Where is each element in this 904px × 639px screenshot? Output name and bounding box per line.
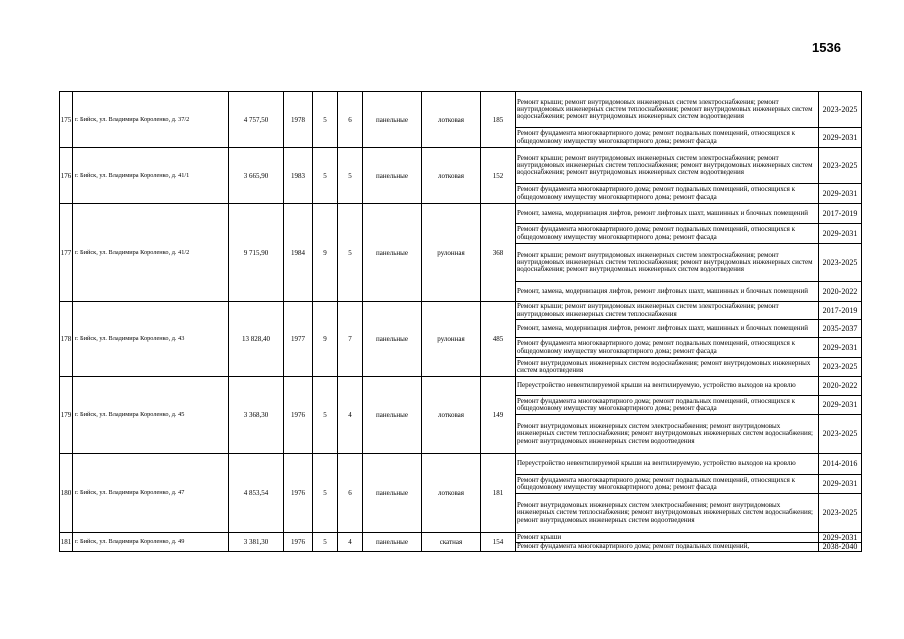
- total-area: 4 757,50: [229, 92, 284, 148]
- page-number: 1536: [812, 40, 841, 55]
- build-year: 1983: [284, 148, 313, 204]
- work-description: Ремонт фундамента многоквартирного дома; ремонт подвальных помещений, относящихся к общедомовому имуществу многоквартирного дома; ремонт фасада: [516, 128, 819, 148]
- work-period: 2023-2025: [819, 244, 862, 282]
- work-description: Ремонт крыши: [516, 533, 819, 543]
- build-year: 1984: [284, 204, 313, 302]
- wall-material: панельные: [363, 148, 422, 204]
- work-description: Ремонт фундамента многоквартирного дома; ремонт подвальных помещений, относящихся к общедомовому имуществу многоквартирного дома; ремонт фасада: [516, 224, 819, 244]
- work-period: 2020-2022: [819, 377, 862, 396]
- house-address: г. Бийск, ул. Владимира Короленко, д. 45: [73, 377, 229, 454]
- roof-type: лотковая: [422, 377, 481, 454]
- work-description: Ремонт крыши; ремонт внутридомовых инженерных систем электроснабжения; ремонт внутридомовых инженерных систем теплоснабжения; ремонт внутридомовых инженерных систем водоснабжения; ремонт внутридомовых инженерных систем водоотведения: [516, 92, 819, 128]
- row-number: 176: [60, 148, 73, 204]
- work-period: 2029-2031: [819, 475, 862, 494]
- work-period: 2038-2040: [819, 543, 862, 552]
- work-description: Ремонт фундамента многоквартирного дома; ремонт подвальных помещений, относящихся к общедомовому имуществу многоквартирного дома; ремонт фасада: [516, 475, 819, 494]
- work-period: 2029-2031: [819, 224, 862, 244]
- table-row: [60, 92, 862, 128]
- work-period: 2029-2031: [819, 184, 862, 204]
- entrance-count: 5: [338, 148, 363, 204]
- table-row: [60, 454, 862, 475]
- apartment-count: 154: [481, 533, 516, 552]
- apartment-count: 152: [481, 148, 516, 204]
- work-period: 2020-2022: [819, 282, 862, 302]
- work-description: Ремонт фундамента многоквартирного дома; ремонт подвальных помещений, относящихся к общедомовому имуществу многоквартирного дома; ремонт фасада: [516, 338, 819, 358]
- table-row: [60, 302, 862, 320]
- floor-count: 5: [313, 92, 338, 148]
- table-row: [60, 148, 862, 184]
- row-number: 177: [60, 204, 73, 302]
- floor-count: 9: [313, 302, 338, 377]
- wall-material: панельные: [363, 204, 422, 302]
- housing-repair-table: [59, 91, 862, 552]
- apartment-count: 149: [481, 377, 516, 454]
- work-period: 2023-2025: [819, 494, 862, 533]
- wall-material: панельные: [363, 302, 422, 377]
- work-period: 2029-2031: [819, 128, 862, 148]
- work-period: 2029-2031: [819, 396, 862, 415]
- total-area: 13 828,40: [229, 302, 284, 377]
- floor-count: 5: [313, 148, 338, 204]
- table-row: [60, 533, 862, 543]
- entrance-count: 4: [338, 377, 363, 454]
- floor-count: 9: [313, 204, 338, 302]
- build-year: 1977: [284, 302, 313, 377]
- work-description: Ремонт крыши; ремонт внутридомовых инженерных систем электроснабжения; ремонт внутридомовых инженерных систем теплоснабжения; ремонт внутридомовых инженерных систем водоснабжения; ремонт внутридомовых инженерных систем водоотведения: [516, 148, 819, 184]
- row-number: 181: [60, 533, 73, 552]
- row-number: 180: [60, 454, 73, 533]
- work-period: 2029-2031: [819, 338, 862, 358]
- work-description: Ремонт, замена, модернизация лифтов, ремонт лифтовых шахт, машинных и блочных помещений: [516, 282, 819, 302]
- row-number: 175: [60, 92, 73, 148]
- house-address: г. Бийск, ул. Владимира Короленко, д. 49: [73, 533, 229, 552]
- build-year: 1978: [284, 92, 313, 148]
- entrance-count: 7: [338, 302, 363, 377]
- wall-material: панельные: [363, 454, 422, 533]
- work-description: Ремонт внутридомовых инженерных систем электроснабжения; ремонт внутридомовых инженерных систем теплоснабжения; ремонт внутридомовых инженерных систем водоснабжения; ремонт внутридомовых инженерных систем водоотведения: [516, 415, 819, 454]
- table-row: [60, 204, 862, 224]
- work-period: 2014-2016: [819, 454, 862, 475]
- total-area: 3 381,30: [229, 533, 284, 552]
- roof-type: рулонная: [422, 302, 481, 377]
- house-address: г. Бийск, ул. Владимира Короленко, д. 41/1: [73, 148, 229, 204]
- build-year: 1976: [284, 454, 313, 533]
- floor-count: 5: [313, 377, 338, 454]
- work-description: Ремонт внутридомовых инженерных систем водоснабжения; ремонт внутридомовых инженерных систем водоотведения: [516, 358, 819, 377]
- work-description: Ремонт фундамента многоквартирного дома; ремонт подвальных помещений,: [516, 543, 819, 552]
- work-description: Переустройство невентилируемой крыши на вентилируемую, устройство выходов на кровлю: [516, 454, 819, 475]
- wall-material: панельные: [363, 533, 422, 552]
- roof-type: скатная: [422, 533, 481, 552]
- apartment-count: 368: [481, 204, 516, 302]
- house-address: г. Бийск, ул. Владимира Короленко, д. 47: [73, 454, 229, 533]
- roof-type: лотковая: [422, 148, 481, 204]
- work-description: Ремонт, замена, модернизация лифтов, ремонт лифтовых шахт, машинных и блочных помещений: [516, 204, 819, 224]
- table-row: [60, 377, 862, 396]
- work-description: Ремонт, замена, модернизация лифтов, ремонт лифтовых шахт, машинных и блочных помещений: [516, 320, 819, 338]
- entrance-count: 6: [338, 454, 363, 533]
- table-body: [60, 92, 862, 552]
- house-address: г. Бийск, ул. Владимира Короленко, д. 37/2: [73, 92, 229, 148]
- roof-type: рулонная: [422, 204, 481, 302]
- entrance-count: 6: [338, 92, 363, 148]
- apartment-count: 185: [481, 92, 516, 148]
- apartment-count: 181: [481, 454, 516, 533]
- work-period: 2023-2025: [819, 415, 862, 454]
- work-period: 2017-2019: [819, 204, 862, 224]
- work-period: 2035-2037: [819, 320, 862, 338]
- roof-type: лотковая: [422, 454, 481, 533]
- work-period: 2029-2031: [819, 533, 862, 543]
- total-area: 3 665,90: [229, 148, 284, 204]
- house-address: г. Бийск, ул. Владимира Короленко, д. 43: [73, 302, 229, 377]
- row-number: 178: [60, 302, 73, 377]
- wall-material: панельные: [363, 92, 422, 148]
- wall-material: панельные: [363, 377, 422, 454]
- apartment-count: 485: [481, 302, 516, 377]
- work-period: 2023-2025: [819, 148, 862, 184]
- work-period: 2023-2025: [819, 92, 862, 128]
- row-number: 179: [60, 377, 73, 454]
- total-area: 9 715,90: [229, 204, 284, 302]
- total-area: 4 853,54: [229, 454, 284, 533]
- work-description: Ремонт внутридомовых инженерных систем электроснабжения; ремонт внутридомовых инженерных систем теплоснабжения; ремонт внутридомовых инженерных систем водоснабжения; ремонт внутридомовых инженерных систем водоотведения: [516, 494, 819, 533]
- work-description: Ремонт крыши; ремонт внутридомовых инженерных систем электроснабжения; ремонт внутридомовых инженерных систем теплоснабжения: [516, 302, 819, 320]
- work-period: 2023-2025: [819, 358, 862, 377]
- floor-count: 5: [313, 454, 338, 533]
- work-description: Переустройство невентилируемой крыши на вентилируемую, устройство выходов на кровлю: [516, 377, 819, 396]
- build-year: 1976: [284, 377, 313, 454]
- work-period: 2017-2019: [819, 302, 862, 320]
- entrance-count: 4: [338, 533, 363, 552]
- work-description: Ремонт фундамента многоквартирного дома; ремонт подвальных помещений, относящихся к общедомовому имуществу многоквартирного дома; ремонт фасада: [516, 184, 819, 204]
- floor-count: 5: [313, 533, 338, 552]
- work-description: Ремонт крыши; ремонт внутридомовых инженерных систем электроснабжения; ремонт внутридомовых инженерных систем теплоснабжения; ремонт внутридомовых инженерных систем водоснабжения; ремонт внутридомовых инженерных систем водоотведения: [516, 244, 819, 282]
- work-description: Ремонт фундамента многоквартирного дома; ремонт подвальных помещений, относящихся к общедомовому имуществу многоквартирного дома; ремонт фасада: [516, 396, 819, 415]
- build-year: 1976: [284, 533, 313, 552]
- total-area: 3 368,30: [229, 377, 284, 454]
- roof-type: лотковая: [422, 92, 481, 148]
- house-address: г. Бийск, ул. Владимира Короленко, д. 41/2: [73, 204, 229, 302]
- entrance-count: 5: [338, 204, 363, 302]
